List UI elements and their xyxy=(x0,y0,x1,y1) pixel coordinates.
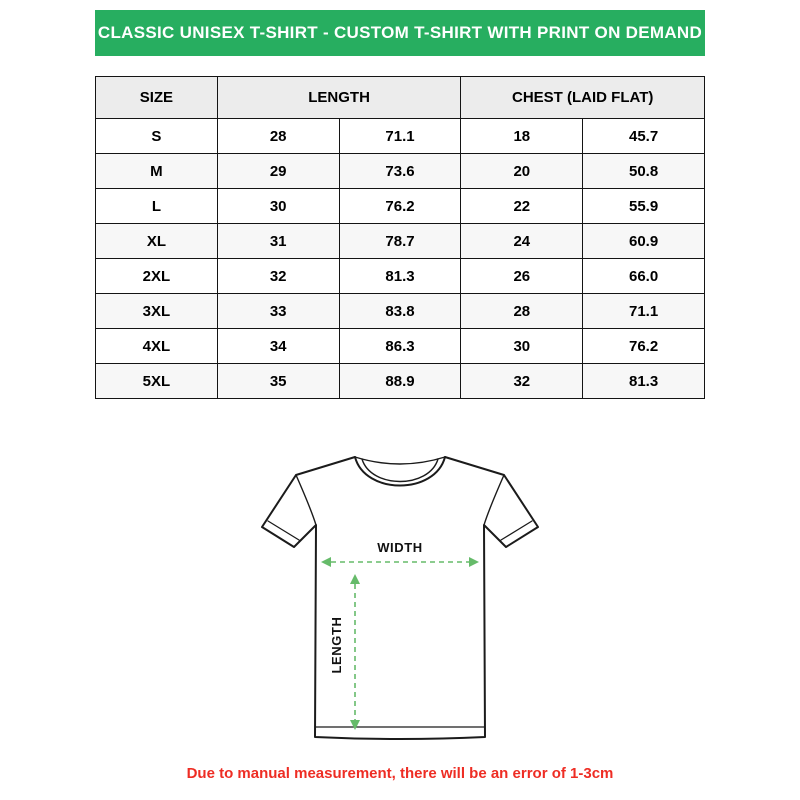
cell-chest-cm: 76.2 xyxy=(583,329,705,364)
cell-length-cm: 88.9 xyxy=(339,364,461,399)
cell-chest-cm: 81.3 xyxy=(583,364,705,399)
cell-length-in: 34 xyxy=(217,329,339,364)
cell-length-cm: 76.2 xyxy=(339,189,461,224)
cell-chest-cm: 45.7 xyxy=(583,119,705,154)
size-row xyxy=(96,259,705,294)
size-row xyxy=(96,224,705,259)
size-chart-table xyxy=(95,76,705,399)
size-chart-header-row xyxy=(96,77,705,119)
cell-size: 4XL xyxy=(96,329,218,364)
cell-size: 3XL xyxy=(96,294,218,329)
size-table-body xyxy=(96,119,705,399)
cell-chest-in: 24 xyxy=(461,224,583,259)
cell-size: M xyxy=(96,154,218,189)
cell-length-cm: 83.8 xyxy=(339,294,461,329)
cell-length-in: 35 xyxy=(217,364,339,399)
cell-length-in: 31 xyxy=(217,224,339,259)
cell-chest-cm: 71.1 xyxy=(583,294,705,329)
header-chest: CHEST (LAID FLAT) xyxy=(461,77,705,119)
cell-chest-cm: 60.9 xyxy=(583,224,705,259)
cell-length-in: 28 xyxy=(217,119,339,154)
cell-chest-in: 32 xyxy=(461,364,583,399)
cell-chest-cm: 55.9 xyxy=(583,189,705,224)
cell-length-cm: 81.3 xyxy=(339,259,461,294)
size-row xyxy=(96,294,705,329)
tshirt-illustration xyxy=(250,447,550,747)
cell-chest-in: 28 xyxy=(461,294,583,329)
cell-length-in: 30 xyxy=(217,189,339,224)
cell-length-cm: 78.7 xyxy=(339,224,461,259)
cell-chest-in: 18 xyxy=(461,119,583,154)
cell-chest-in: 22 xyxy=(461,189,583,224)
cell-size: 5XL xyxy=(96,364,218,399)
cell-chest-cm: 66.0 xyxy=(583,259,705,294)
page-title: CLASSIC UNISEX T-SHIRT - CUSTOM T-SHIRT WITH PRINT ON DEMAND xyxy=(97,23,703,42)
cell-length-in: 29 xyxy=(217,154,339,189)
size-chart-page xyxy=(0,10,800,800)
tshirt-outline xyxy=(262,457,538,739)
size-row xyxy=(96,364,705,399)
cell-chest-in: 20 xyxy=(461,154,583,189)
cell-chest-in: 30 xyxy=(461,329,583,364)
tshirt-diagram xyxy=(0,447,800,747)
cell-size: XL xyxy=(96,224,218,259)
length-label: LENGTH xyxy=(329,616,344,674)
cell-chest-in: 26 xyxy=(461,259,583,294)
title-banner xyxy=(95,10,705,56)
cell-length-cm: 86.3 xyxy=(339,329,461,364)
size-row xyxy=(96,119,705,154)
size-row xyxy=(96,154,705,189)
cell-length-in: 33 xyxy=(217,294,339,329)
width-label: WIDTH xyxy=(377,540,423,555)
cell-size: 2XL xyxy=(96,259,218,294)
cell-chest-cm: 50.8 xyxy=(583,154,705,189)
cell-length-cm: 73.6 xyxy=(339,154,461,189)
cell-size: L xyxy=(96,189,218,224)
cell-size: S xyxy=(96,119,218,154)
cell-length-in: 32 xyxy=(217,259,339,294)
measurement-disclaimer: Due to manual measurement, there will be an error of 1-3cm xyxy=(186,765,614,782)
size-row xyxy=(96,329,705,364)
cell-length-cm: 71.1 xyxy=(339,119,461,154)
header-length: LENGTH xyxy=(217,77,461,119)
size-row xyxy=(96,189,705,224)
header-size: SIZE xyxy=(96,77,218,119)
